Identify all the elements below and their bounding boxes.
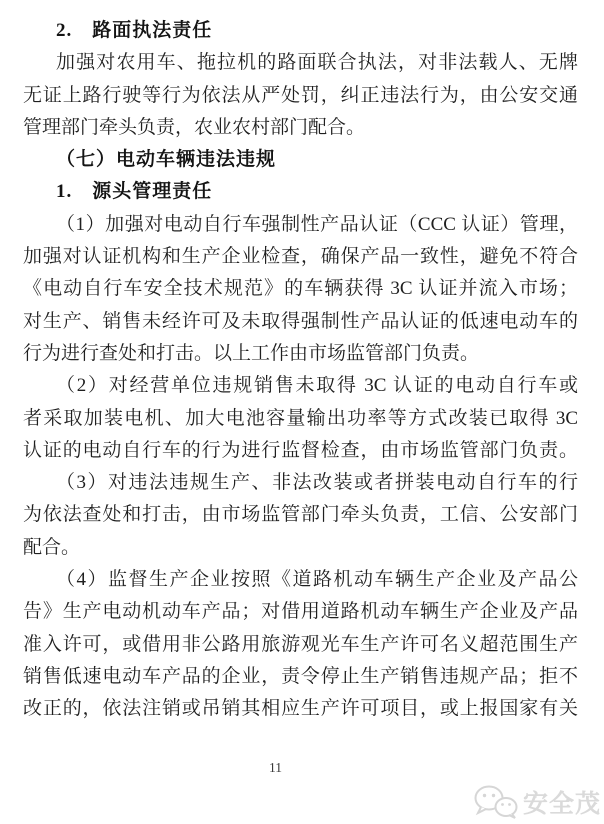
- watermark: [472, 783, 601, 821]
- text-line: （2）对经营单位违规销售未取得 3C 认证的电动自行车或: [56, 375, 578, 397]
- text-line: 对生产、销售未经许可及未取得强制性产品认证的低速电动车的: [23, 310, 578, 332]
- text-line: 加强对农用车、拖拉机的路面联合执法，对非法载人、无牌: [56, 52, 578, 74]
- text-line: 为依法查处和打击，由市场监管部门牵头负责，工信、公安部门: [23, 504, 578, 526]
- text-line: 无证上路行驶等行为依法从严处罚，纠正违法行为，由公安交通: [23, 84, 578, 106]
- wechat-bubbles-icon: [472, 783, 520, 821]
- section-heading: 2. 路面执法责任: [56, 20, 213, 41]
- text-line: 改正的，依法注销或吊销其相应生产许可项目，或上报国家有关: [23, 698, 578, 720]
- text-line: （1）加强对电动自行车强制性产品认证（CCC 认证）管理，: [56, 213, 578, 235]
- text-line: 者采取加装电机、加大电池容量输出功率等方式改装已取得 3C: [23, 407, 578, 429]
- text-line: 管理部门牵头负责，农业农村部门配合。: [23, 116, 366, 138]
- text-line: 准入许可，或借用非公路用旅游观光车生产许可名义超范围生产: [23, 633, 578, 655]
- text-line: 《电动自行车安全技术规范》的车辆获得 3C 认证并流入市场；: [23, 278, 578, 300]
- text-line: 告》生产电动机动车产品；对借用道路机动车辆生产企业及产品: [23, 601, 578, 623]
- watermark-brand-text: 安全茂: [522, 790, 601, 818]
- text-line: 行为进行查处和打击。以上工作由市场监管部门负责。: [23, 342, 480, 364]
- text-line: （3）对违法违规生产、非法改装或者拼装电动自行车的行: [56, 472, 578, 494]
- document-text: [23, 15, 578, 726]
- text-line: （4）监督生产企业按照《道路机动车辆生产企业及产品公: [56, 569, 578, 591]
- section-heading: （七）电动车辆违法违规: [56, 149, 277, 171]
- text-line: 认证的电动自行车的行为进行监督检查，由市场监管部门负责。: [23, 439, 578, 461]
- text-line: 销售低速电动车产品的企业，责令停止生产销售违规产品；拒不: [23, 665, 578, 687]
- page-number: 11: [269, 760, 282, 775]
- section-heading: 1. 源头管理责任: [56, 181, 213, 203]
- text-line: 配合。: [23, 536, 81, 558]
- text-line: 加强对认证机构和生产企业检查，确保产品一致性，避免不符合: [23, 246, 578, 268]
